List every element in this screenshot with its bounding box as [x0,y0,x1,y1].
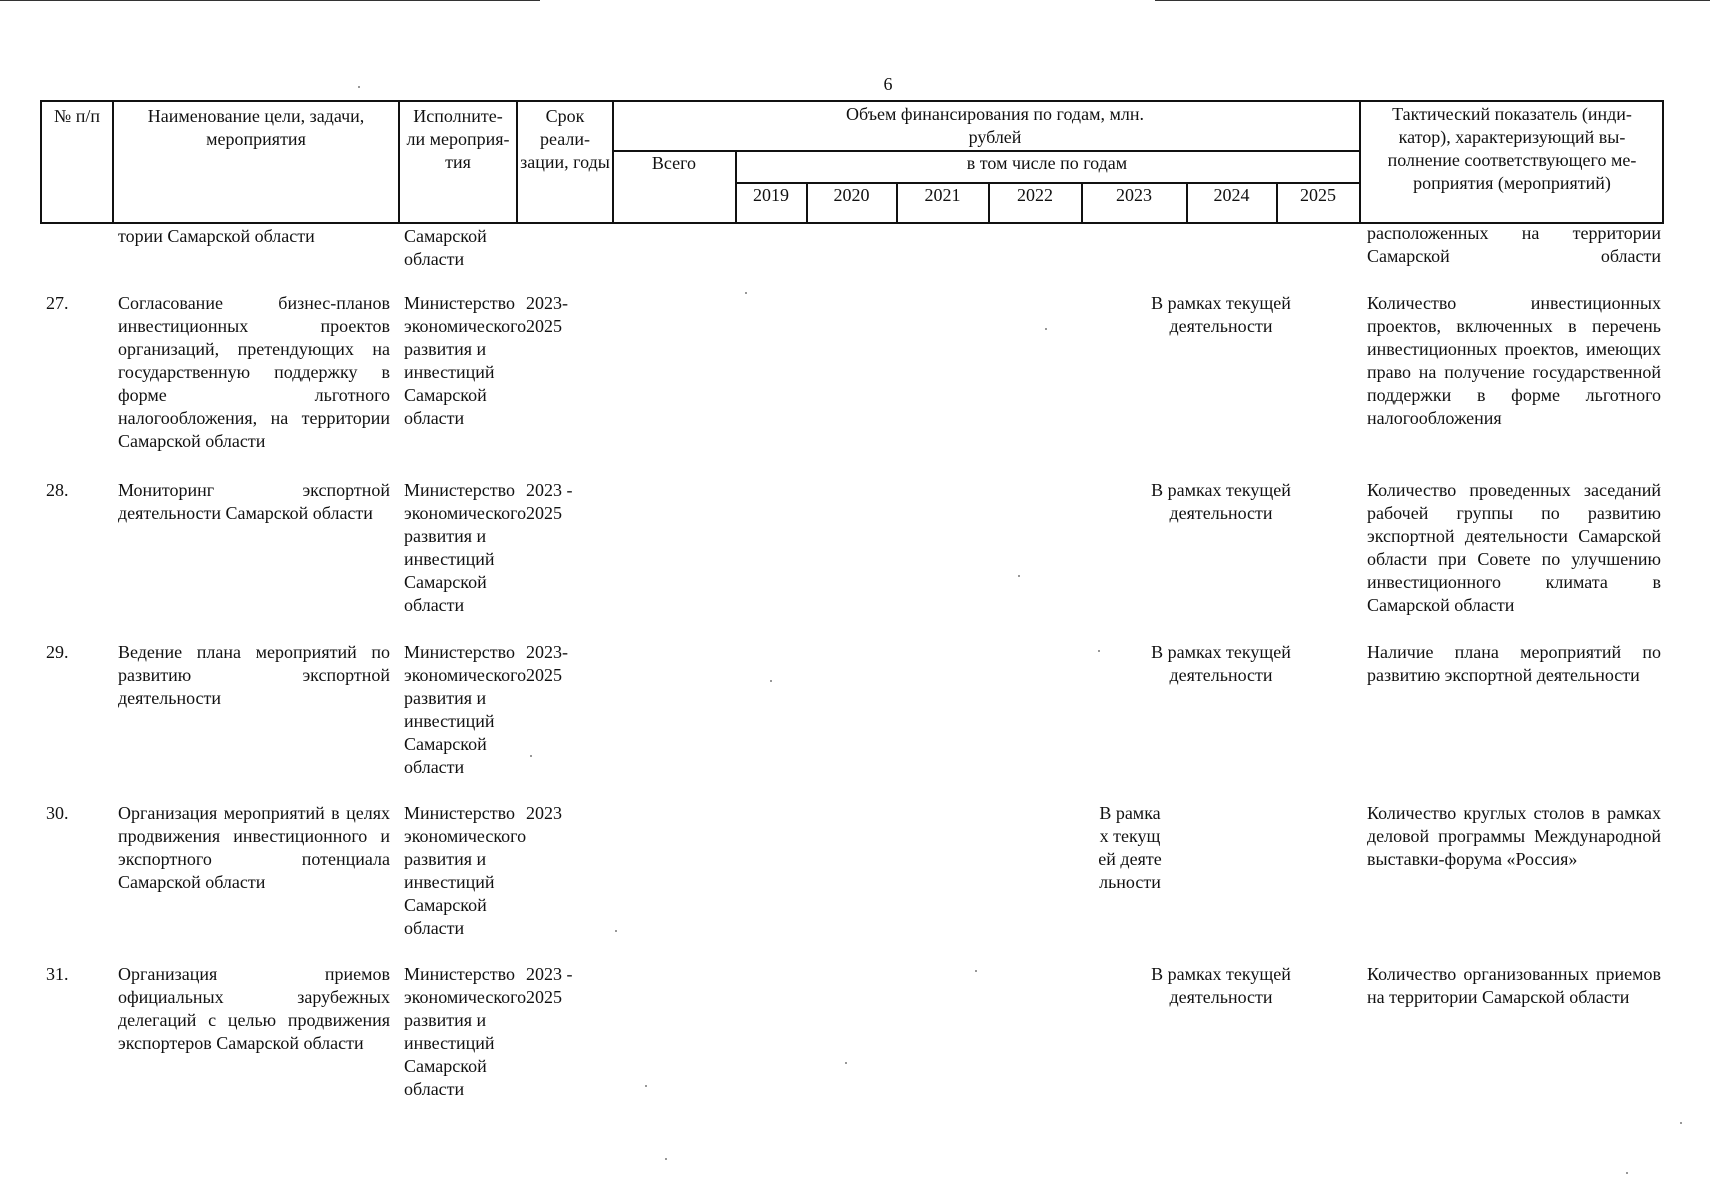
row-indicator: Количество проведенных заседаний рабочей группы по развитию экспортной деятельности Самарской области при Совете по улучшению инвестиционного климата в Самарской области [1367,480,1661,615]
page-number: 6 [883,74,893,94]
header-funding: Объем финансирования по годам, млн. рублей [846,104,1144,147]
header-border-right [1662,100,1664,224]
scan-speck [845,1062,847,1064]
row-term: 2023-2025 [526,642,568,685]
row-executor: Министерство экономического развития и инвестиций Самарской области [404,293,527,428]
scan-speck [530,755,532,757]
table-header [40,100,1664,224]
row-term: 2023 [526,803,562,823]
row-number: 29. [46,642,69,662]
row-name: Согласование бизнес-планов инвестиционных проектов организаций, претендующих на государственную поддержку в форме льготного налогообложения, на территории Самарской области [118,293,390,451]
scan-speck [1098,650,1100,652]
row-funding: В рамках текущей деятельности [1151,293,1291,336]
row-name: Организация приемов официальных зарубежных делегаций с целью продвижения экспортеров Самарской области [118,964,390,1053]
row-name: Ведение плана мероприятий по развитию экспортной деятельности [118,642,390,708]
scan-speck [1680,1122,1682,1124]
header-year-2020: 2020 [833,185,870,205]
header-year-2019: 2019 [753,185,789,205]
row-term: 2023-2025 [526,293,568,336]
header-year-2021: 2021 [924,185,961,205]
scan-speck [1045,328,1047,330]
scan-speck [358,86,360,88]
scan-speck [975,970,977,972]
row-number: 28. [46,480,69,500]
row-executor: Министерство экономического развития и инвестиций Самарской области [404,803,527,938]
header-term: Срок реали- зации, годы [520,106,610,172]
row-name: Организация мероприятий в целях продвижения инвестиционного и экспортного потенциала Самарской области [118,803,390,892]
header-num: № п/п [54,106,100,126]
row-number: 31. [46,964,69,984]
top-rule-right [1155,0,1710,1]
header-year-2022: 2022 [1017,185,1053,205]
row-executor: Министерство экономического развития и инвестиций Самарской области [404,964,527,1099]
row-number: 27. [46,293,69,313]
row-number: 30. [46,803,69,823]
row-term: 2023 - 2025 [526,964,573,1007]
scan-speck [1626,1172,1628,1174]
header-year-2025: 2025 [1300,185,1336,205]
continuation-executor: Самарской области [404,226,487,269]
row-indicator: Количество круглых столов в рамках деловой программы Международной выставки-форума «Россия» [1367,803,1661,869]
continuation-indicator: расположенных на территории Самарской области [1367,223,1661,266]
scan-speck [1018,575,1020,577]
header-indicator: Тактический показатель (инди- катор), характеризующий вы- полнение соответствующего ме- роприятия (мероприятий) [1387,104,1637,193]
row-name: Мониторинг экспортной деятельности Самарской области [118,480,390,523]
row-indicator: Наличие плана мероприятий по развитию экспортной деятельности [1367,642,1661,685]
header-year-2023: 2023 [1116,185,1152,205]
header-top-border [40,100,1664,102]
scan-speck [615,930,617,932]
row-funding: В рамках текущей деятельности [1151,480,1291,523]
row-indicator: Количество организованных приемов на территории Самарской области [1367,964,1661,1007]
scan-speck [770,680,772,682]
scan-speck [745,292,747,294]
scan-speck [665,1158,667,1160]
row-funding: В рамках текущей деятельности [1151,964,1291,1007]
row-executor: Министерство экономического развития и инвестиций Самарской области [404,480,527,615]
header-executor: Исполните- ли мероприя- тия [406,106,510,172]
header-border-left [40,100,42,224]
scan-speck [645,1085,647,1087]
header-sep-3 [516,100,518,224]
top-rule-left [0,0,540,1]
row-indicator: Количество инвестиционных проектов, включенных в перечень инвестиционных проектов, имеющих право на получение государственной поддержки в форме льготного налогообложения [1367,293,1661,428]
row-funding: В рамках текущей деятельности [1098,803,1162,892]
header-sep-5 [1359,100,1361,224]
header-incl-years: в том числе по годам [966,153,1128,173]
continuation-name: тории Самарской области [118,226,315,246]
header-year-2024: 2024 [1213,185,1250,205]
header-total: Всего [651,153,697,173]
header-sep-4 [612,100,614,224]
header-name: Наименование цели, задачи, мероприятия [147,106,365,149]
header-sep-2 [398,100,400,224]
header-sep-1 [112,100,114,224]
row-term: 2023 - 2025 [526,480,573,523]
row-funding: В рамках текущей деятельности [1151,642,1291,685]
row-executor: Министерство экономического развития и инвестиций Самарской области [404,642,527,777]
